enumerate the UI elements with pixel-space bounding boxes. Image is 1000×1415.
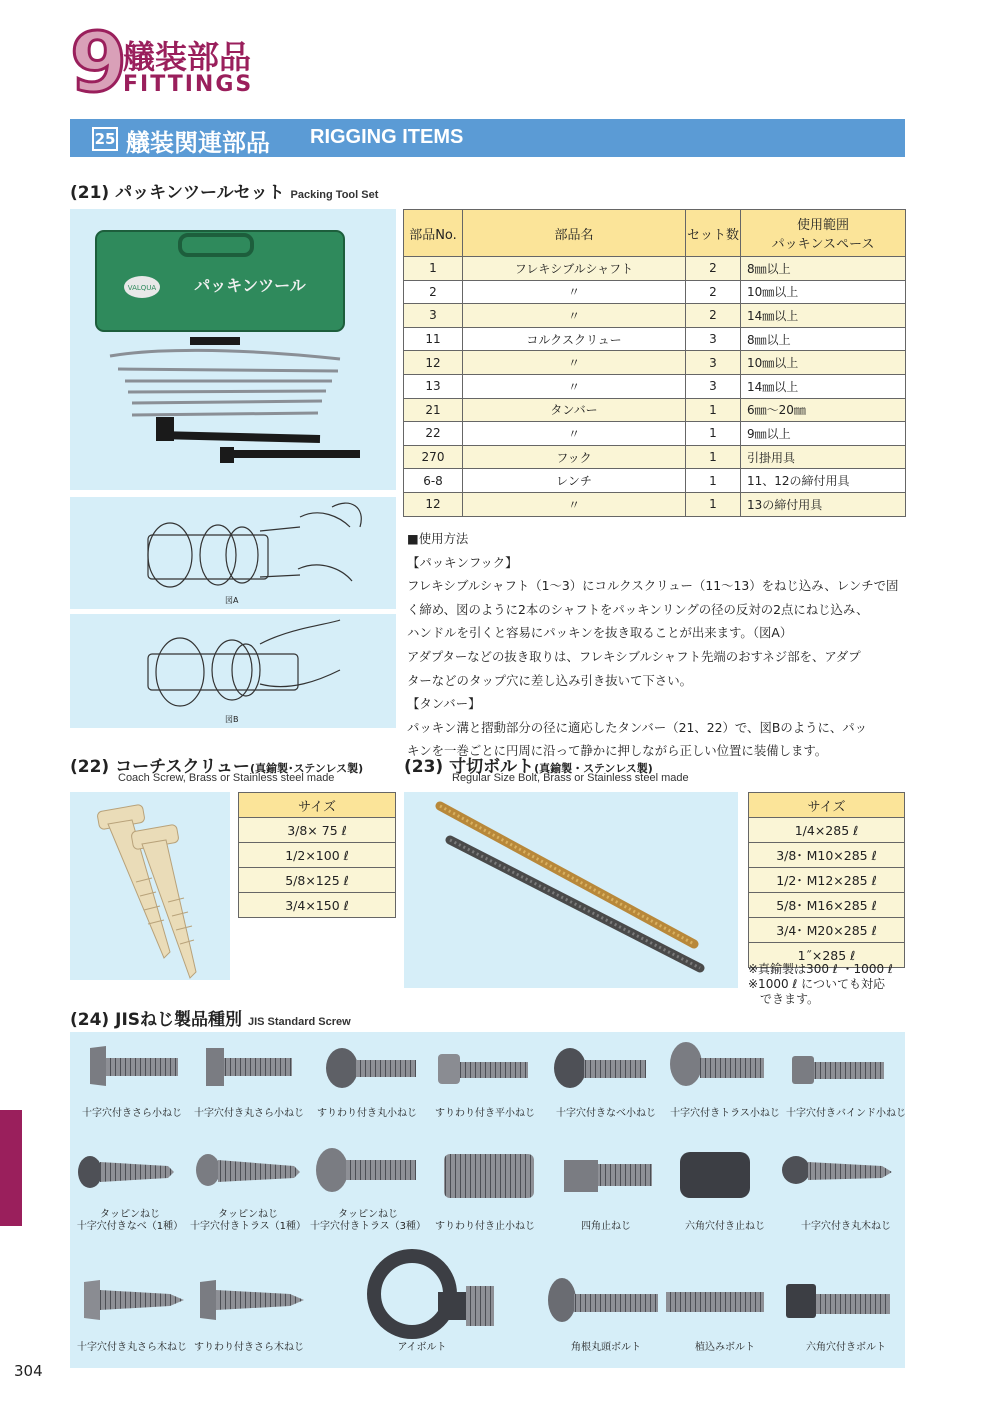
jis-title: JISねじ製品種別 [115, 1010, 243, 1030]
jis-heading [70, 1005, 351, 1030]
caption: すりわり付きさら木ねじ [194, 1342, 304, 1353]
case-label: パッキンツール [194, 276, 306, 295]
table-row [239, 868, 396, 893]
packing-heading [70, 178, 378, 203]
packing-num: (21) [70, 183, 110, 203]
usage-line: フレキシブルシャフト（1～3）にコルクスクリュー（11～13）をねじ込み、レンチで固 [407, 578, 899, 594]
usage-line: く締め、図のように2本のシャフトをパッキンリングの径の反対の2点にねじ込み、 [407, 601, 869, 617]
table-row [404, 327, 906, 351]
cell: 1/2×100 ℓ [239, 843, 396, 868]
bolt-num: (23) [404, 757, 444, 777]
cell: 10㎜以上 [741, 280, 906, 304]
col-set-count: セット数 [686, 210, 741, 257]
caption: すりわり付き止小ねじ [435, 1221, 535, 1232]
bolt-note-line: できます。 [748, 992, 820, 1006]
bolt-title: 寸切ボルト [449, 757, 535, 777]
section-title-jp: 艤装関連部品 [126, 129, 270, 157]
bolt-note-line: ※真鍮製は300 ℓ ・1000 ℓ [748, 962, 893, 976]
cell: 1 [686, 398, 741, 422]
chapter-title-jp: 艤装部品 [123, 38, 252, 76]
table-row [404, 351, 906, 375]
cell: 270 [404, 445, 463, 469]
caption: 十字穴付き丸木ねじ [801, 1221, 891, 1232]
cell: 6㎜～20㎜ [741, 398, 906, 422]
coach-size-table [238, 792, 396, 918]
coach-screw-photo [70, 792, 230, 980]
caption: 四角止ねじ [581, 1221, 631, 1232]
figure-b-label: 図B [225, 715, 239, 724]
cell: 10㎜以上 [741, 351, 906, 375]
caption: タッピンねじ 十字穴付きトラス（3種） [309, 1209, 427, 1232]
cell: 3 [686, 351, 741, 375]
table-row [404, 374, 906, 398]
coach-num: (22) [70, 757, 110, 777]
table-row [404, 257, 906, 281]
section-title-en: RIGGING ITEMS [310, 126, 464, 148]
table-row [749, 918, 905, 943]
table-row [239, 843, 396, 868]
caption: すりわり付き丸小ねじ [317, 1108, 417, 1119]
caption: 十字穴付きさら小ねじ [82, 1108, 182, 1119]
usage-line: ハンドルを引くと容易にパッキンを抜き取ることが出来ます。（図A） [407, 625, 793, 641]
usage-line: ■使用方法 [407, 531, 469, 546]
jis-num: (24) [70, 1010, 110, 1030]
section-number: 25 [92, 127, 118, 151]
cell: 1 [686, 422, 741, 446]
cell: 1/2･ M12×285 ℓ [749, 868, 905, 893]
bolt-subtitle: Regular Size Bolt, Brass or Stainless steel made [452, 772, 689, 784]
caption: 十字穴付きなべ小ねじ [556, 1108, 656, 1119]
cell: 6-8 [404, 469, 463, 493]
cell: 3/8× 75 ℓ [239, 818, 396, 843]
table-row [404, 422, 906, 446]
col-part-no: 部品No. [404, 210, 463, 257]
cell: 3/4･ M20×285 ℓ [749, 918, 905, 943]
cell: 14㎜以上 [741, 374, 906, 398]
case-brand: VALQUA [127, 284, 157, 292]
bolt-size-table [748, 792, 905, 968]
chapter-title-en: FITTINGS [123, 72, 254, 97]
cell: 22 [404, 422, 463, 446]
cell: 1˝×285 ℓ [749, 943, 905, 968]
cell: 1 [404, 257, 463, 281]
bolt-material: (真鍮製・ステンレス製) [534, 762, 653, 775]
figure-a [70, 497, 396, 609]
caption: 六角穴付きボルト [806, 1342, 886, 1353]
usage-line: アダプターなどの抜き取りは、フレキシブルシャフト先端のおすネジ部を、アダプ [407, 648, 861, 664]
cell: 13の締付用具 [741, 492, 906, 516]
cell: 21 [404, 398, 463, 422]
table-row [239, 893, 396, 918]
cell: 〃 [463, 280, 686, 304]
table-row [404, 492, 906, 516]
cell: 〃 [463, 374, 686, 398]
cell: フレキシブルシャフト [463, 257, 686, 281]
coach-size-header: サイズ [239, 793, 396, 818]
cell: レンチ [463, 469, 686, 493]
cell: 5/8×125 ℓ [239, 868, 396, 893]
table-row [404, 469, 906, 493]
caption: 角根丸頭ボルト [571, 1342, 641, 1353]
jis-subtitle: JIS Standard Screw [247, 1016, 351, 1028]
packing-tool-photo [70, 209, 396, 490]
cell: 3/4×150 ℓ [239, 893, 396, 918]
figure-a-label: 図A [225, 596, 239, 605]
cell: 5/8･ M16×285 ℓ [749, 893, 905, 918]
usage-instructions [407, 527, 907, 763]
table-row [404, 398, 906, 422]
cell: 1 [686, 445, 741, 469]
col-range-line2: パッキンスペース [771, 237, 875, 252]
cell: 2 [686, 304, 741, 328]
table-row [749, 893, 905, 918]
caption: 十字穴付き丸さら木ねじ [77, 1342, 187, 1353]
cell: 8㎜以上 [741, 257, 906, 281]
caption: 十字穴付きトラス小ねじ [670, 1108, 780, 1119]
cell: タンバー [463, 398, 686, 422]
packing-title: パッキンツールセット [115, 183, 285, 203]
table-row [404, 304, 906, 328]
table-row [749, 818, 905, 843]
chapter-number: 9 [70, 16, 128, 111]
cell: 2 [404, 280, 463, 304]
cell: 3 [404, 304, 463, 328]
table-row [749, 868, 905, 893]
cell: コルクスクリュー [463, 327, 686, 351]
usage-line: ターなどのタップ穴に差し込み引き抜いて下さい。 [407, 672, 692, 688]
bolt-note-line: ※1000 ℓ についても対応 [748, 977, 885, 991]
cell: 1/4×285 ℓ [749, 818, 905, 843]
cell: 11、12の締付用具 [741, 469, 906, 493]
usage-line: 【タンバー】 [407, 696, 481, 712]
table-row [404, 280, 906, 304]
table-row [239, 818, 396, 843]
bolt-note [748, 962, 908, 1007]
cell: 引掛用具 [741, 445, 906, 469]
caption: すりわり付き平小ねじ [435, 1108, 535, 1119]
page-number: 304 [14, 1362, 43, 1380]
cell: 1 [686, 492, 741, 516]
cell: 8㎜以上 [741, 327, 906, 351]
col-range [741, 210, 906, 257]
jis-screw-panel [70, 1032, 905, 1368]
cell: 14㎜以上 [741, 304, 906, 328]
cell: 〃 [463, 304, 686, 328]
caption: 十字穴付き丸さら小ねじ [194, 1108, 304, 1119]
cell: 2 [686, 280, 741, 304]
coach-subtitle: Coach Screw, Brass or Stainless steel made [118, 772, 335, 784]
cell: 〃 [463, 422, 686, 446]
chapter-side-tab [0, 1110, 22, 1226]
bolt-size-header: サイズ [749, 793, 905, 818]
figure-b [70, 614, 396, 728]
cell: 13 [404, 374, 463, 398]
cell: 3 [686, 374, 741, 398]
cell: 3/8･ M10×285 ℓ [749, 843, 905, 868]
packing-subtitle: Packing Tool Set [290, 189, 379, 201]
caption: タッピンねじ 十字穴付きトラス（1種） [189, 1209, 307, 1232]
coach-title: コーチスクリュー [115, 757, 250, 777]
cell: フック [463, 445, 686, 469]
cell: 3 [686, 327, 741, 351]
cell: 1 [686, 469, 741, 493]
caption: アイボルト [397, 1342, 447, 1353]
col-part-name: 部品名 [463, 210, 686, 257]
usage-line: パッキン溝と摺動部分の径に適応したタンバー（21、22）で、図Bのように、パッ [407, 719, 868, 735]
cell: 12 [404, 492, 463, 516]
cell: 2 [686, 257, 741, 281]
col-range-line1: 使用範囲 [796, 218, 849, 233]
cell: 〃 [463, 351, 686, 375]
cell: 12 [404, 351, 463, 375]
coach-material: (真鍮製･ステンレス製) [249, 762, 364, 775]
packing-parts-table [403, 209, 906, 517]
caption: 植込みボルト [695, 1342, 755, 1353]
cell: 9㎜以上 [741, 422, 906, 446]
caption: 六角穴付き止ねじ [685, 1221, 765, 1232]
table-row [749, 843, 905, 868]
caption: タッピンねじ 十字穴付きなべ（1種） [76, 1209, 184, 1232]
cell: 11 [404, 327, 463, 351]
bolt-photo [404, 792, 738, 988]
cell: 〃 [463, 492, 686, 516]
usage-line: 【パッキンフック】 [407, 554, 518, 570]
table-row [404, 445, 906, 469]
caption: 十字穴付きバインド小ねじ [786, 1108, 906, 1119]
usage-line: キンを一巻ごとに円周に沿って静かに押しながら正しい位置に装備します。 [407, 743, 828, 759]
